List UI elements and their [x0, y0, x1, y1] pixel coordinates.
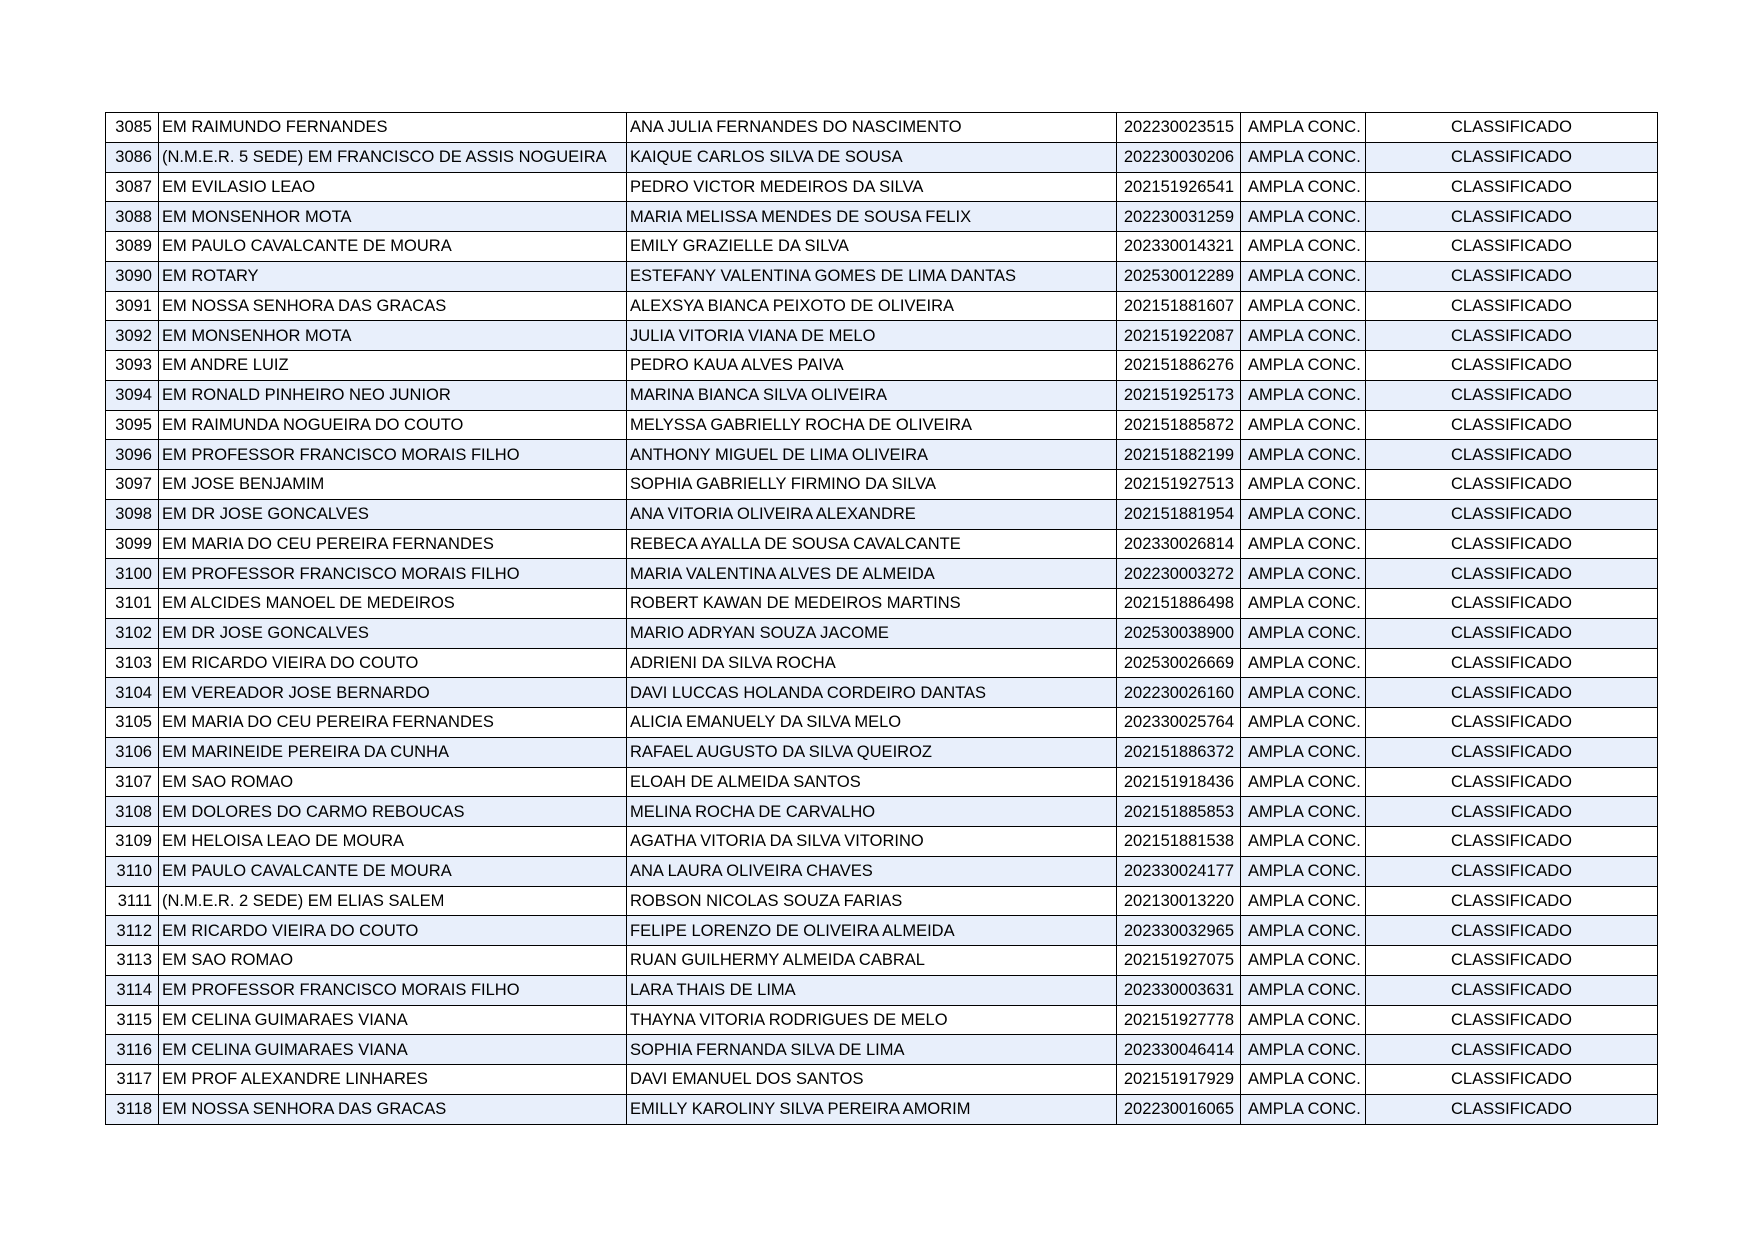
status-cell: CLASSIFICADO — [1366, 559, 1658, 589]
table-row — [106, 827, 1658, 857]
modality-cell: AMPLA CONC. — [1241, 410, 1366, 440]
table-row — [106, 797, 1658, 827]
status-cell: CLASSIFICADO — [1366, 737, 1658, 767]
school-name-cell: EM VEREADOR JOSE BERNARDO — [159, 678, 627, 708]
modality-cell: AMPLA CONC. — [1241, 708, 1366, 738]
modality-cell: AMPLA CONC. — [1241, 856, 1366, 886]
registration-number-cell: 202151918436 — [1117, 767, 1241, 797]
row-number-cell: 3086 — [106, 142, 159, 172]
row-number-cell: 3089 — [106, 232, 159, 262]
school-name-cell: EM RAIMUNDA NOGUEIRA DO COUTO — [159, 410, 627, 440]
registration-number-cell: 202151885872 — [1117, 410, 1241, 440]
status-cell: CLASSIFICADO — [1366, 618, 1658, 648]
row-number-cell: 3108 — [106, 797, 159, 827]
table-row — [106, 975, 1658, 1005]
student-name-cell: FELIPE LORENZO DE OLIVEIRA ALMEIDA — [627, 916, 1117, 946]
status-cell: CLASSIFICADO — [1366, 886, 1658, 916]
row-number-cell: 3100 — [106, 559, 159, 589]
student-name-cell: ANA VITORIA OLIVEIRA ALEXANDRE — [627, 499, 1117, 529]
row-number-cell: 3103 — [106, 648, 159, 678]
status-cell: CLASSIFICADO — [1366, 678, 1658, 708]
row-number-cell: 3117 — [106, 1065, 159, 1095]
school-name-cell: EM JOSE BENJAMIM — [159, 470, 627, 500]
registration-number-cell: 202151917929 — [1117, 1065, 1241, 1095]
registration-number-cell: 202151926541 — [1117, 172, 1241, 202]
modality-cell: AMPLA CONC. — [1241, 202, 1366, 232]
modality-cell: AMPLA CONC. — [1241, 142, 1366, 172]
modality-cell: AMPLA CONC. — [1241, 291, 1366, 321]
school-name-cell: EM RICARDO VIEIRA DO COUTO — [159, 916, 627, 946]
school-name-cell: EM NOSSA SENHORA DAS GRACAS — [159, 1094, 627, 1124]
row-number-cell: 3102 — [106, 618, 159, 648]
registration-number-cell: 202330014321 — [1117, 232, 1241, 262]
table-row — [106, 410, 1658, 440]
table-row — [106, 708, 1658, 738]
registration-number-cell: 202130013220 — [1117, 886, 1241, 916]
school-name-cell: EM PROFESSOR FRANCISCO MORAIS FILHO — [159, 975, 627, 1005]
school-name-cell: EM ALCIDES MANOEL DE MEDEIROS — [159, 589, 627, 619]
registration-number-cell: 202151886372 — [1117, 737, 1241, 767]
row-number-cell: 3091 — [106, 291, 159, 321]
registration-number-cell: 202330003631 — [1117, 975, 1241, 1005]
school-name-cell: EM MONSENHOR MOTA — [159, 321, 627, 351]
registration-number-cell: 202151881538 — [1117, 827, 1241, 857]
row-number-cell: 3097 — [106, 470, 159, 500]
modality-cell: AMPLA CONC. — [1241, 232, 1366, 262]
school-name-cell: (N.M.E.R. 2 SEDE) EM ELIAS SALEM — [159, 886, 627, 916]
table-row — [106, 321, 1658, 351]
school-name-cell: EM DR JOSE GONCALVES — [159, 618, 627, 648]
student-name-cell: MARINA BIANCA SILVA OLIVEIRA — [627, 380, 1117, 410]
status-cell: CLASSIFICADO — [1366, 648, 1658, 678]
school-name-cell: EM CELINA GUIMARAES VIANA — [159, 1005, 627, 1035]
status-cell: CLASSIFICADO — [1366, 529, 1658, 559]
modality-cell: AMPLA CONC. — [1241, 351, 1366, 381]
school-name-cell: EM MONSENHOR MOTA — [159, 202, 627, 232]
table-row — [106, 1065, 1658, 1095]
row-number-cell: 3090 — [106, 261, 159, 291]
school-name-cell: EM SAO ROMAO — [159, 767, 627, 797]
row-number-cell: 3109 — [106, 827, 159, 857]
status-cell: CLASSIFICADO — [1366, 321, 1658, 351]
row-number-cell: 3101 — [106, 589, 159, 619]
modality-cell: AMPLA CONC. — [1241, 529, 1366, 559]
modality-cell: AMPLA CONC. — [1241, 499, 1366, 529]
student-name-cell: ANA LAURA OLIVEIRA CHAVES — [627, 856, 1117, 886]
school-name-cell: EM RICARDO VIEIRA DO COUTO — [159, 648, 627, 678]
row-number-cell: 3087 — [106, 172, 159, 202]
status-cell: CLASSIFICADO — [1366, 767, 1658, 797]
table-row — [106, 1005, 1658, 1035]
table-row — [106, 856, 1658, 886]
school-name-cell: EM NOSSA SENHORA DAS GRACAS — [159, 291, 627, 321]
school-name-cell: (N.M.E.R. 5 SEDE) EM FRANCISCO DE ASSIS NOGUEIRA — [159, 142, 627, 172]
student-name-cell: ADRIENI DA SILVA ROCHA — [627, 648, 1117, 678]
table-row — [106, 737, 1658, 767]
row-number-cell: 3116 — [106, 1035, 159, 1065]
row-number-cell: 3094 — [106, 380, 159, 410]
school-name-cell: EM PROFESSOR FRANCISCO MORAIS FILHO — [159, 559, 627, 589]
student-name-cell: ALICIA EMANUELY DA SILVA MELO — [627, 708, 1117, 738]
student-name-cell: KAIQUE CARLOS SILVA DE SOUSA — [627, 142, 1117, 172]
row-number-cell: 3118 — [106, 1094, 159, 1124]
row-number-cell: 3104 — [106, 678, 159, 708]
table-row — [106, 529, 1658, 559]
status-cell: CLASSIFICADO — [1366, 470, 1658, 500]
student-name-cell: MELYSSA GABRIELLY ROCHA DE OLIVEIRA — [627, 410, 1117, 440]
row-number-cell: 3115 — [106, 1005, 159, 1035]
modality-cell: AMPLA CONC. — [1241, 767, 1366, 797]
row-number-cell: 3114 — [106, 975, 159, 1005]
school-name-cell: EM PROFESSOR FRANCISCO MORAIS FILHO — [159, 440, 627, 470]
table-row — [106, 916, 1658, 946]
student-name-cell: RAFAEL AUGUSTO DA SILVA QUEIROZ — [627, 737, 1117, 767]
table-row — [106, 291, 1658, 321]
row-number-cell: 3107 — [106, 767, 159, 797]
modality-cell: AMPLA CONC. — [1241, 1065, 1366, 1095]
row-number-cell: 3110 — [106, 856, 159, 886]
status-cell: CLASSIFICADO — [1366, 291, 1658, 321]
school-name-cell: EM MARIA DO CEU PEREIRA FERNANDES — [159, 708, 627, 738]
status-cell: CLASSIFICADO — [1366, 172, 1658, 202]
status-cell: CLASSIFICADO — [1366, 797, 1658, 827]
student-name-cell: ANA JULIA FERNANDES DO NASCIMENTO — [627, 113, 1117, 143]
registration-number-cell: 202230023515 — [1117, 113, 1241, 143]
registration-number-cell: 202151927513 — [1117, 470, 1241, 500]
school-name-cell: EM PAULO CAVALCANTE DE MOURA — [159, 232, 627, 262]
student-name-cell: PEDRO KAUA ALVES PAIVA — [627, 351, 1117, 381]
student-name-cell: JULIA VITORIA VIANA DE MELO — [627, 321, 1117, 351]
registration-number-cell: 202151925173 — [1117, 380, 1241, 410]
modality-cell: AMPLA CONC. — [1241, 380, 1366, 410]
student-name-cell: LARA THAIS DE LIMA — [627, 975, 1117, 1005]
status-cell: CLASSIFICADO — [1366, 351, 1658, 381]
table-row — [106, 172, 1658, 202]
table-row — [106, 648, 1658, 678]
student-name-cell: ELOAH DE ALMEIDA SANTOS — [627, 767, 1117, 797]
table-row — [106, 618, 1658, 648]
student-name-cell: PEDRO VICTOR MEDEIROS DA SILVA — [627, 172, 1117, 202]
table-row — [106, 261, 1658, 291]
modality-cell: AMPLA CONC. — [1241, 678, 1366, 708]
status-cell: CLASSIFICADO — [1366, 916, 1658, 946]
registration-number-cell: 202230003272 — [1117, 559, 1241, 589]
student-name-cell: AGATHA VITORIA DA SILVA VITORINO — [627, 827, 1117, 857]
table-row — [106, 142, 1658, 172]
status-cell: CLASSIFICADO — [1366, 975, 1658, 1005]
student-name-cell: DAVI EMANUEL DOS SANTOS — [627, 1065, 1117, 1095]
student-name-cell: EMILY GRAZIELLE DA SILVA — [627, 232, 1117, 262]
status-cell: CLASSIFICADO — [1366, 202, 1658, 232]
registration-number-cell: 202151881607 — [1117, 291, 1241, 321]
status-cell: CLASSIFICADO — [1366, 946, 1658, 976]
student-name-cell: EMILLY KAROLINY SILVA PEREIRA AMORIM — [627, 1094, 1117, 1124]
modality-cell: AMPLA CONC. — [1241, 1035, 1366, 1065]
row-number-cell: 3099 — [106, 529, 159, 559]
registration-number-cell: 202330032965 — [1117, 916, 1241, 946]
registration-number-cell: 202330026814 — [1117, 529, 1241, 559]
registration-number-cell: 202230030206 — [1117, 142, 1241, 172]
school-name-cell: EM RONALD PINHEIRO NEO JUNIOR — [159, 380, 627, 410]
student-name-cell: MELINA ROCHA DE CARVALHO — [627, 797, 1117, 827]
row-number-cell: 3092 — [106, 321, 159, 351]
table-row — [106, 1094, 1658, 1124]
registration-number-cell: 202530026669 — [1117, 648, 1241, 678]
registration-number-cell: 202151886498 — [1117, 589, 1241, 619]
modality-cell: AMPLA CONC. — [1241, 589, 1366, 619]
registration-number-cell: 202330046414 — [1117, 1035, 1241, 1065]
status-cell: CLASSIFICADO — [1366, 261, 1658, 291]
student-name-cell: RUAN GUILHERMY ALMEIDA CABRAL — [627, 946, 1117, 976]
registration-number-cell: 202230026160 — [1117, 678, 1241, 708]
registration-number-cell: 202151927075 — [1117, 946, 1241, 976]
modality-cell: AMPLA CONC. — [1241, 737, 1366, 767]
modality-cell: AMPLA CONC. — [1241, 172, 1366, 202]
table-row — [106, 886, 1658, 916]
modality-cell: AMPLA CONC. — [1241, 946, 1366, 976]
modality-cell: AMPLA CONC. — [1241, 470, 1366, 500]
status-cell: CLASSIFICADO — [1366, 1005, 1658, 1035]
table-row — [106, 1035, 1658, 1065]
modality-cell: AMPLA CONC. — [1241, 440, 1366, 470]
status-cell: CLASSIFICADO — [1366, 499, 1658, 529]
student-name-cell: SOPHIA FERNANDA SILVA DE LIMA — [627, 1035, 1117, 1065]
registration-number-cell: 202151885853 — [1117, 797, 1241, 827]
student-name-cell: ROBSON NICOLAS SOUZA FARIAS — [627, 886, 1117, 916]
table-row — [106, 470, 1658, 500]
school-name-cell: EM MARIA DO CEU PEREIRA FERNANDES — [159, 529, 627, 559]
table-row — [106, 559, 1658, 589]
status-cell: CLASSIFICADO — [1366, 1094, 1658, 1124]
school-name-cell: EM CELINA GUIMARAES VIANA — [159, 1035, 627, 1065]
school-name-cell: EM HELOISA LEAO DE MOURA — [159, 827, 627, 857]
school-name-cell: EM EVILASIO LEAO — [159, 172, 627, 202]
modality-cell: AMPLA CONC. — [1241, 916, 1366, 946]
registration-number-cell: 202530038900 — [1117, 618, 1241, 648]
modality-cell: AMPLA CONC. — [1241, 618, 1366, 648]
status-cell: CLASSIFICADO — [1366, 1035, 1658, 1065]
registration-number-cell: 202230031259 — [1117, 202, 1241, 232]
student-name-cell: MARIO ADRYAN SOUZA JACOME — [627, 618, 1117, 648]
school-name-cell: EM MARINEIDE PEREIRA DA CUNHA — [159, 737, 627, 767]
table-row — [106, 380, 1658, 410]
table-row — [106, 589, 1658, 619]
table-row — [106, 202, 1658, 232]
table-row — [106, 678, 1658, 708]
row-number-cell: 3085 — [106, 113, 159, 143]
modality-cell: AMPLA CONC. — [1241, 797, 1366, 827]
status-cell: CLASSIFICADO — [1366, 827, 1658, 857]
table-row — [106, 232, 1658, 262]
registration-number-cell: 202151886276 — [1117, 351, 1241, 381]
table-row — [106, 767, 1658, 797]
status-cell: CLASSIFICADO — [1366, 708, 1658, 738]
school-name-cell: EM PAULO CAVALCANTE DE MOURA — [159, 856, 627, 886]
registration-number-cell: 202330025764 — [1117, 708, 1241, 738]
row-number-cell: 3098 — [106, 499, 159, 529]
modality-cell: AMPLA CONC. — [1241, 321, 1366, 351]
table-row — [106, 946, 1658, 976]
student-name-cell: MARIA MELISSA MENDES DE SOUSA FELIX — [627, 202, 1117, 232]
status-cell: CLASSIFICADO — [1366, 410, 1658, 440]
row-number-cell: 3111 — [106, 886, 159, 916]
row-number-cell: 3105 — [106, 708, 159, 738]
status-cell: CLASSIFICADO — [1366, 142, 1658, 172]
school-name-cell: EM DOLORES DO CARMO REBOUCAS — [159, 797, 627, 827]
registration-number-cell: 202151881954 — [1117, 499, 1241, 529]
modality-cell: AMPLA CONC. — [1241, 827, 1366, 857]
registration-number-cell: 202151927778 — [1117, 1005, 1241, 1035]
status-cell: CLASSIFICADO — [1366, 380, 1658, 410]
school-name-cell: EM ROTARY — [159, 261, 627, 291]
modality-cell: AMPLA CONC. — [1241, 559, 1366, 589]
modality-cell: AMPLA CONC. — [1241, 261, 1366, 291]
modality-cell: AMPLA CONC. — [1241, 113, 1366, 143]
table-row — [106, 440, 1658, 470]
school-name-cell: EM ANDRE LUIZ — [159, 351, 627, 381]
modality-cell: AMPLA CONC. — [1241, 1005, 1366, 1035]
status-cell: CLASSIFICADO — [1366, 589, 1658, 619]
table-row — [106, 499, 1658, 529]
status-cell: CLASSIFICADO — [1366, 440, 1658, 470]
student-name-cell: ROBERT KAWAN DE MEDEIROS MARTINS — [627, 589, 1117, 619]
modality-cell: AMPLA CONC. — [1241, 1094, 1366, 1124]
school-name-cell: EM SAO ROMAO — [159, 946, 627, 976]
school-name-cell: EM PROF ALEXANDRE LINHARES — [159, 1065, 627, 1095]
row-number-cell: 3096 — [106, 440, 159, 470]
student-name-cell: MARIA VALENTINA ALVES DE ALMEIDA — [627, 559, 1117, 589]
student-name-cell: ALEXSYA BIANCA PEIXOTO DE OLIVEIRA — [627, 291, 1117, 321]
modality-cell: AMPLA CONC. — [1241, 975, 1366, 1005]
row-number-cell: 3095 — [106, 410, 159, 440]
row-number-cell: 3093 — [106, 351, 159, 381]
results-table — [105, 112, 1658, 1125]
student-name-cell: REBECA AYALLA DE SOUSA CAVALCANTE — [627, 529, 1117, 559]
modality-cell: AMPLA CONC. — [1241, 886, 1366, 916]
student-name-cell: DAVI LUCCAS HOLANDA CORDEIRO DANTAS — [627, 678, 1117, 708]
registration-number-cell: 202151882199 — [1117, 440, 1241, 470]
student-name-cell: THAYNA VITORIA RODRIGUES DE MELO — [627, 1005, 1117, 1035]
row-number-cell: 3113 — [106, 946, 159, 976]
results-table-body — [106, 113, 1658, 1125]
status-cell: CLASSIFICADO — [1366, 1065, 1658, 1095]
table-row — [106, 113, 1658, 143]
school-name-cell: EM DR JOSE GONCALVES — [159, 499, 627, 529]
status-cell: CLASSIFICADO — [1366, 232, 1658, 262]
registration-number-cell: 202230016065 — [1117, 1094, 1241, 1124]
registration-number-cell: 202530012289 — [1117, 261, 1241, 291]
student-name-cell: SOPHIA GABRIELLY FIRMINO DA SILVA — [627, 470, 1117, 500]
modality-cell: AMPLA CONC. — [1241, 648, 1366, 678]
student-name-cell: ANTHONY MIGUEL DE LIMA OLIVEIRA — [627, 440, 1117, 470]
row-number-cell: 3112 — [106, 916, 159, 946]
status-cell: CLASSIFICADO — [1366, 856, 1658, 886]
school-name-cell: EM RAIMUNDO FERNANDES — [159, 113, 627, 143]
row-number-cell: 3088 — [106, 202, 159, 232]
registration-number-cell: 202151922087 — [1117, 321, 1241, 351]
table-row — [106, 351, 1658, 381]
registration-number-cell: 202330024177 — [1117, 856, 1241, 886]
student-name-cell: ESTEFANY VALENTINA GOMES DE LIMA DANTAS — [627, 261, 1117, 291]
status-cell: CLASSIFICADO — [1366, 113, 1658, 143]
row-number-cell: 3106 — [106, 737, 159, 767]
